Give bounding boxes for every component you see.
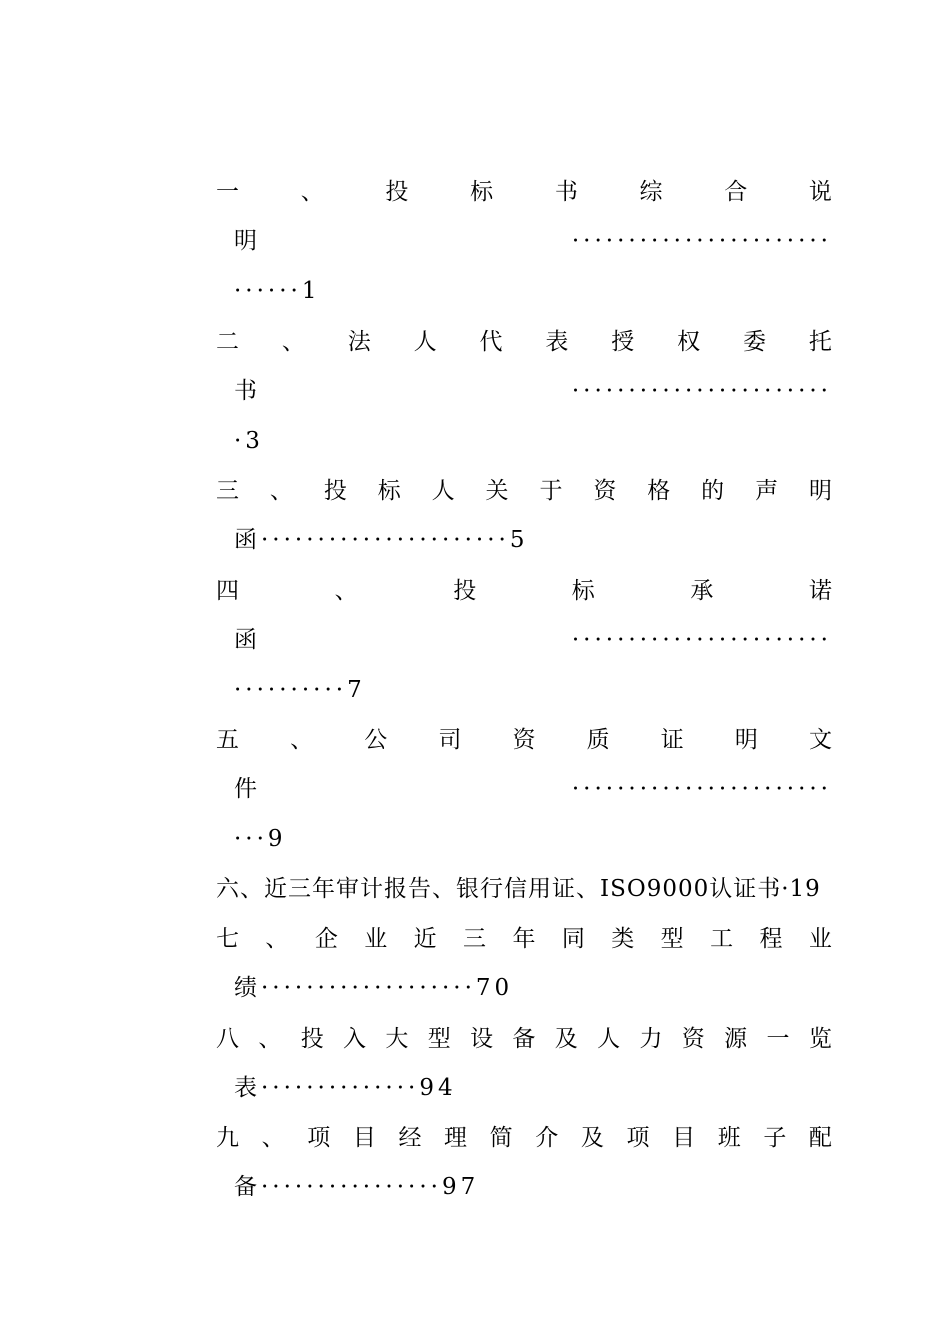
title-char: 托 (808, 328, 832, 355)
title-char: 理 (444, 1124, 468, 1151)
title-char: 九 (216, 1124, 239, 1151)
title-char: 明 (734, 726, 758, 753)
title-char: 五 (216, 726, 239, 753)
toc-entry-7-title (216, 914, 832, 964)
title-char: 委 (743, 328, 766, 355)
title-char: 人 (431, 477, 455, 504)
title-char: 书 (234, 377, 257, 404)
title-char: 权 (677, 328, 701, 355)
toc-text: 备················97 (234, 1173, 480, 1200)
title-char: 书 (554, 178, 578, 205)
leader-dots: ······················· (571, 227, 832, 254)
title-char: 设 (470, 1025, 494, 1052)
toc-entry-9-title (216, 1113, 832, 1163)
title-char: 项 (307, 1124, 331, 1151)
title-char: 文 (809, 726, 832, 753)
title-char: 说 (808, 178, 832, 205)
char: 一 (216, 178, 239, 205)
title-char: 关 (485, 477, 509, 504)
title-char: 八 (216, 1025, 239, 1052)
title-char: 声 (755, 477, 779, 504)
title-char: 子 (763, 1124, 787, 1151)
toc-entry-5-cont (234, 764, 832, 814)
title-char: 、 (261, 1124, 285, 1151)
leader-dots: ······················· (571, 626, 832, 653)
title-char: 型 (427, 1025, 451, 1052)
title-char: 、 (300, 178, 324, 205)
title-char: 目 (672, 1124, 696, 1151)
toc-text: 绩···················70 (234, 974, 514, 1001)
title-char: 三 (463, 925, 487, 952)
title-char: 司 (438, 726, 462, 753)
title-char: 入 (343, 1025, 367, 1052)
title-char: 投 (453, 577, 477, 604)
title-char: 览 (808, 1025, 832, 1052)
title-char: 及 (580, 1124, 604, 1151)
title-char: 、 (290, 726, 314, 753)
toc-text: 函······················5 (234, 526, 529, 553)
toc-text: 六、近三年审计报告、银行信用证、ISO9000认证书·19 (216, 875, 821, 902)
toc-entry-3-cont (234, 515, 832, 565)
toc-text: 表··············94 (234, 1074, 457, 1101)
toc-entry-2-title (216, 317, 832, 367)
title-char: 、 (281, 328, 305, 355)
toc-entry-1-cont (234, 216, 832, 266)
title-char: 于 (539, 477, 563, 504)
title-char: 力 (639, 1025, 663, 1052)
title-char: 、 (269, 477, 293, 504)
toc-text: ··········7 (234, 676, 366, 703)
title-char: 人 (413, 328, 437, 355)
title-char: 表 (545, 328, 569, 355)
title-char: 三 (216, 477, 239, 504)
title-char: 七 (216, 925, 239, 952)
toc-entry-5-title (216, 715, 832, 765)
title-char: 型 (660, 925, 684, 952)
title-char: 一 (766, 1025, 790, 1052)
toc-entry-4-page (234, 665, 832, 715)
title-char: 源 (724, 1025, 748, 1052)
title-char: 函 (234, 626, 257, 653)
title-char: 的 (701, 477, 725, 504)
toc-entry-5-page (234, 814, 832, 864)
title-char: 件 (234, 775, 257, 802)
title-char: 介 (535, 1124, 559, 1151)
title-char: 合 (724, 178, 748, 205)
title-char: 经 (398, 1124, 422, 1151)
title-char: 人 (597, 1025, 621, 1052)
title-char: 班 (717, 1124, 741, 1151)
title-char: 投 (300, 1025, 324, 1052)
toc-entry-4-cont (234, 615, 832, 665)
title-char: 证 (660, 726, 684, 753)
title-char: 综 (639, 178, 663, 205)
toc-entry-8-title (216, 1014, 832, 1064)
title-char: 项 (626, 1124, 650, 1151)
title-char: 二 (216, 328, 239, 355)
title-char: 及 (554, 1025, 578, 1052)
toc-entry-7-cont (234, 963, 832, 1013)
title-char: 明 (234, 227, 257, 254)
title-char: 同 (561, 925, 585, 952)
title-char: 投 (323, 477, 347, 504)
toc-entry-2-page (234, 416, 832, 466)
title-char: 格 (647, 477, 671, 504)
toc-entry-9-cont (234, 1162, 832, 1212)
title-char: 公 (364, 726, 388, 753)
title-char: 资 (681, 1025, 705, 1052)
title-char: 简 (489, 1124, 513, 1151)
title-char: 代 (479, 328, 503, 355)
toc-text: ·3 (234, 427, 264, 454)
title-char: 近 (413, 925, 437, 952)
title-char: 法 (347, 328, 371, 355)
title-char: 、 (265, 925, 289, 952)
toc-text: ······1 (234, 277, 321, 304)
title-char: 资 (512, 726, 536, 753)
title-char: 资 (593, 477, 617, 504)
title-char: 程 (759, 925, 783, 952)
title-char: 标 (571, 577, 595, 604)
title-char: 授 (611, 328, 635, 355)
title-char: 质 (586, 726, 610, 753)
title-char: 、 (334, 577, 358, 604)
toc-entry-6 (216, 864, 832, 914)
toc-entry-4-title (216, 566, 832, 616)
title-char: 业 (808, 925, 832, 952)
toc-entry-3-title (216, 466, 832, 516)
title-char: 目 (352, 1124, 376, 1151)
title-char: 企 (314, 925, 338, 952)
toc-entry-2-cont (234, 366, 832, 416)
title-char: 配 (808, 1124, 832, 1151)
leader-dots: ······················· (571, 377, 832, 404)
toc-entry-1-page (234, 266, 832, 316)
title-char: 业 (364, 925, 388, 952)
title-char: 备 (512, 1025, 536, 1052)
title-char: 四 (216, 577, 239, 604)
title-char: 明 (808, 477, 832, 504)
toc-text: ···9 (234, 825, 287, 852)
title-char: 投 (385, 178, 409, 205)
title-char: 标 (470, 178, 494, 205)
title-char: 类 (611, 925, 635, 952)
title-char: 承 (690, 577, 714, 604)
title-char: 大 (385, 1025, 409, 1052)
title-char: 工 (710, 925, 734, 952)
toc-entry-1-title (216, 167, 832, 217)
title-char: 诺 (808, 577, 832, 604)
leader-dots: ······················· (571, 775, 832, 802)
title-char: 年 (512, 925, 536, 952)
toc-entry-8-cont (234, 1063, 832, 1113)
title-char: 、 (258, 1025, 282, 1052)
title-char: 标 (377, 477, 401, 504)
